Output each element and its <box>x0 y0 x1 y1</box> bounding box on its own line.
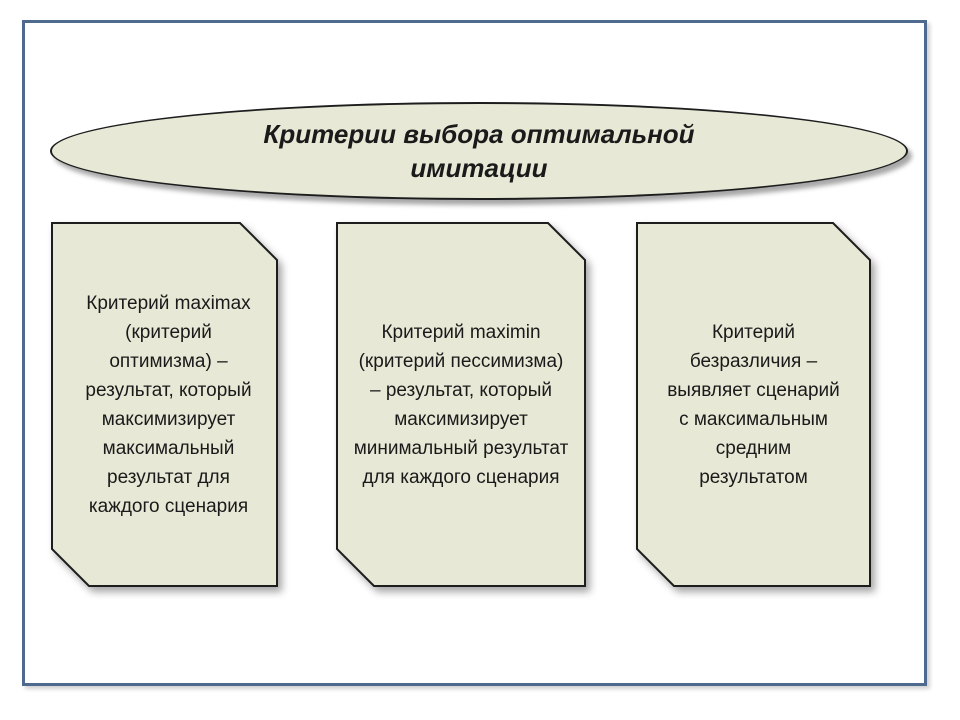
criterion-card-maximax <box>52 223 277 586</box>
criterion-card-indifference <box>637 223 862 586</box>
title-oval <box>50 102 908 200</box>
criterion-card-text: Критерий maximin (критерий пессимизма) – результат, который максимизирует минимальный результат для каждого сценария <box>353 321 569 488</box>
diagram-title: Критерии выбора оптимальной имитации <box>263 119 695 183</box>
criterion-card-text: Критерий безразличия – выявляет сценарий с максимальным средним результатом <box>667 321 840 488</box>
criterion-card-maximin <box>337 223 569 586</box>
criterion-card-text: Критерий maximax (критерий оптимизма) – результат, который максимизирует максимальный результат для каждого сценария <box>85 292 252 517</box>
